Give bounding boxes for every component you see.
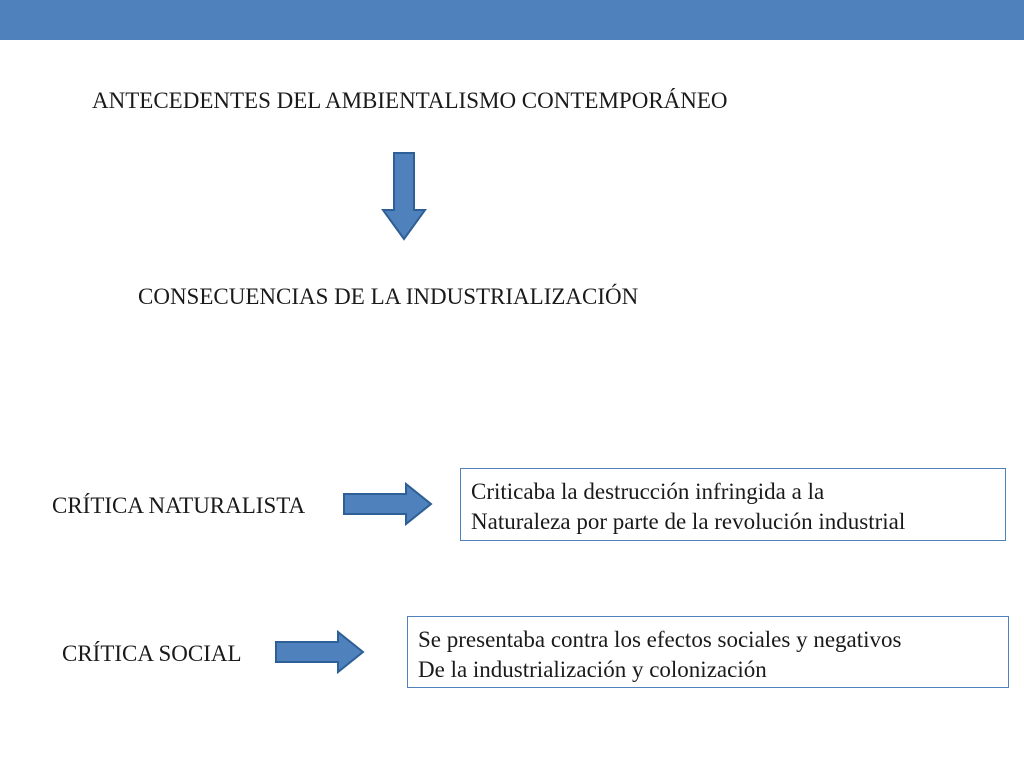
diagram-subtitle: CONSECUENCIAS DE LA INDUSTRIALIZACIÓN (138, 284, 639, 309)
diagram-title: ANTECEDENTES DEL AMBIENTALISMO CONTEMPORÁNEO (92, 88, 728, 113)
description-line: Naturaleza por parte de la revolución industrial (471, 509, 906, 534)
description-line: Criticaba la destrucción infringida a la (471, 479, 825, 504)
branch-label-naturalista: CRÍTICA NATURALISTA (52, 493, 306, 518)
description-box-naturalista (460, 468, 1006, 541)
top-banner-bar (0, 0, 1024, 40)
description-box-social (407, 616, 1009, 688)
branch-label-social: CRÍTICA SOCIAL (62, 641, 242, 666)
down-arrow-icon (374, 148, 434, 248)
right-arrow-icon (272, 629, 372, 679)
description-line: Se presentaba contra los efectos sociales y negativos (418, 627, 902, 652)
description-line: De la industrialización y colonización (418, 657, 767, 682)
right-arrow-icon (340, 481, 440, 531)
